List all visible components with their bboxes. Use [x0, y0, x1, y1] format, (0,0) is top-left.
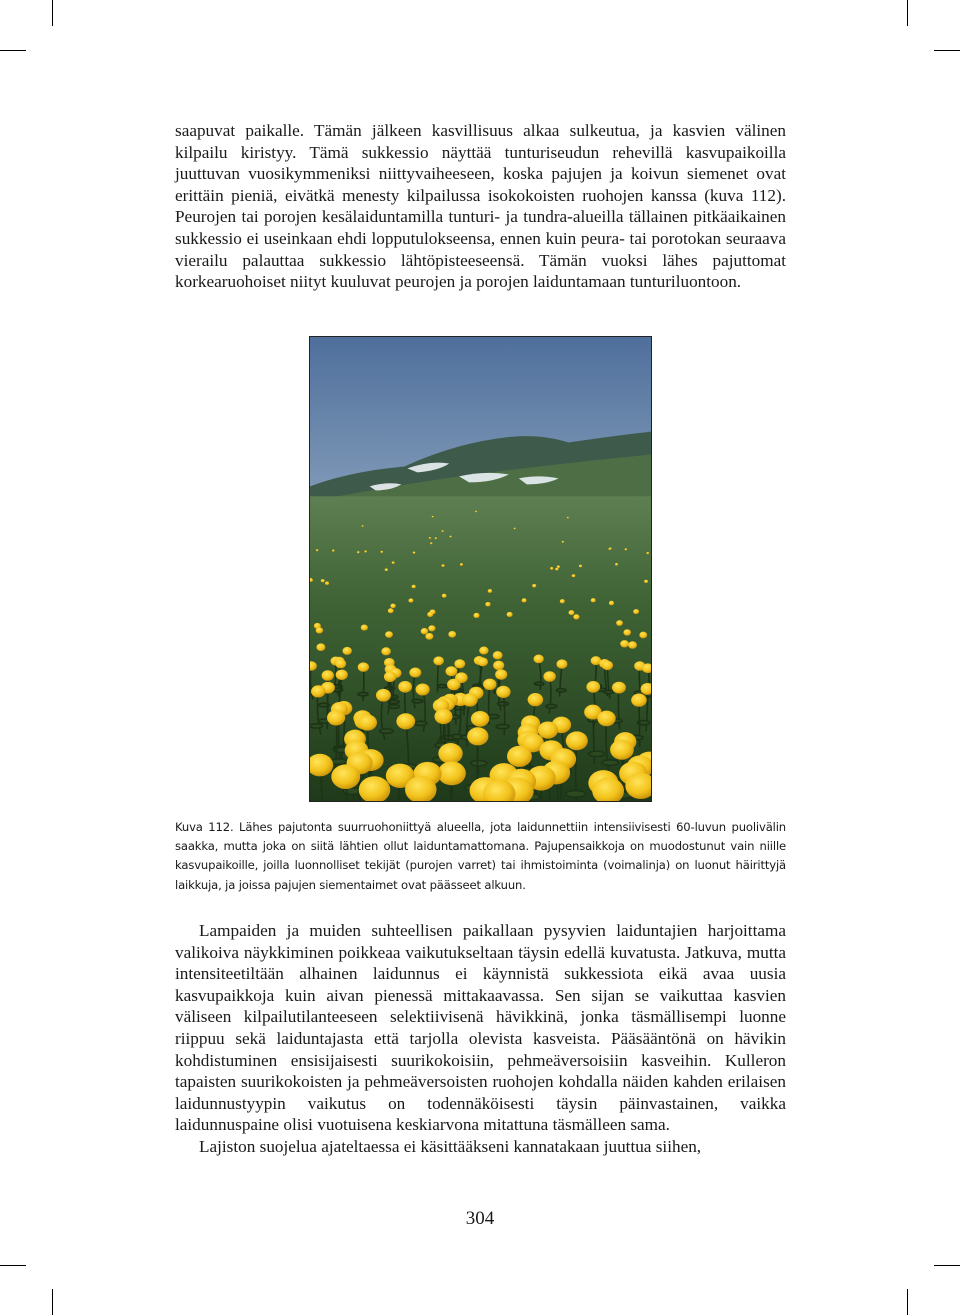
globeflower	[557, 659, 568, 668]
globeflower	[392, 561, 395, 564]
globeflower	[376, 689, 391, 702]
crop-mark	[52, 1289, 53, 1315]
crop-mark	[907, 1289, 908, 1315]
globeflower	[416, 683, 430, 695]
globeflower	[428, 625, 435, 631]
globeflower	[471, 711, 489, 727]
globeflower	[429, 537, 431, 539]
leaf	[535, 682, 544, 685]
leaf	[498, 702, 509, 706]
globeflower	[388, 608, 394, 613]
globeflower	[358, 662, 369, 672]
globeflower	[555, 568, 558, 571]
leaf	[602, 760, 619, 766]
globeflower	[438, 761, 466, 785]
globeflower	[477, 657, 488, 666]
globeflower	[385, 568, 388, 571]
globeflower	[612, 682, 626, 694]
globeflower	[567, 517, 569, 519]
paragraph: saapuvat paikalle. Tämän jälkeen kasvillisuus alkaa sulkeutua, ja kasvien välinen kilpailu kiristyy. Tämä sukkessio näyttää tunturiseudun rehevillä kasvupaikoilla juuttuvan vuosikymmeniksi niittyvaiheeseen, koska pajujen ja koivun siemenet ovat erittäin pieniä, eivätkä menesty kilpailussa isokokoisten ruohojen kanssa (kuva 112). Peurojen tai porojen kesälaiduntamilla tunturi- ja tundra-alueilla tällainen pitkäaikainen sukkessio ei useinkaan ehdi lopputulokseensa, ennen kuin peura- tai porotokan seuraava vierailu palauttaa sukkessio lähtöpisteeseensä. Tämän vuoksi lähes pajuttomat korkearuohoiset niityt kuuluvat peurojen ja porojen laiduntamaan tunturiluontoon.	[175, 121, 786, 292]
globeflower	[430, 542, 432, 544]
globeflower	[325, 582, 329, 585]
globeflower	[362, 525, 364, 527]
globeflower	[550, 567, 553, 570]
globeflower	[357, 551, 360, 553]
globeflower	[446, 666, 458, 676]
globeflower	[361, 625, 368, 631]
globeflower	[586, 681, 600, 693]
globeflower	[425, 633, 433, 640]
crop-mark	[52, 0, 53, 26]
globeflower	[507, 746, 532, 767]
globeflower	[460, 563, 463, 566]
leaf	[388, 705, 399, 709]
globeflower	[507, 612, 513, 617]
globeflower	[311, 685, 325, 697]
leaf	[412, 699, 423, 703]
globeflower	[628, 641, 637, 649]
globeflower	[602, 661, 613, 670]
globeflower	[620, 640, 629, 647]
globeflower	[493, 661, 504, 670]
globeflower	[514, 528, 516, 530]
crop-mark	[934, 1265, 960, 1266]
globeflower	[493, 651, 503, 659]
leaf	[496, 724, 509, 728]
globeflower	[381, 647, 390, 655]
globeflower	[557, 565, 560, 568]
globeflower	[331, 764, 360, 789]
globeflower	[560, 599, 565, 603]
globeflower	[447, 679, 460, 690]
globeflower	[473, 613, 479, 618]
globeflower	[335, 659, 346, 668]
globeflower	[322, 670, 334, 680]
globeflower	[316, 627, 323, 633]
globeflower	[488, 589, 492, 593]
globeflower	[610, 740, 634, 760]
leaf	[470, 760, 487, 766]
globeflower	[485, 602, 490, 607]
leaf	[546, 704, 557, 708]
globeflower	[434, 709, 452, 724]
globeflower	[579, 565, 582, 568]
globeflower	[479, 647, 488, 655]
paragraph: Lajiston suojelua ajateltaessa ei käsittääkseni kannatakaan juuttua siihen,	[199, 1136, 702, 1156]
globeflower	[528, 693, 544, 706]
crop-mark	[0, 1265, 26, 1266]
globeflower	[496, 686, 510, 698]
globeflower	[639, 632, 647, 639]
globeflower	[332, 550, 335, 552]
globeflower	[462, 693, 478, 706]
leaf	[310, 724, 323, 728]
globeflower	[442, 564, 445, 567]
leaf	[358, 693, 368, 696]
globeflower	[327, 710, 345, 726]
globeflower	[483, 679, 496, 690]
globeflower	[568, 610, 574, 615]
globeflower	[449, 536, 451, 538]
globeflower	[625, 548, 628, 550]
globeflower	[495, 669, 507, 679]
leaf	[414, 721, 427, 725]
globeflower	[385, 631, 393, 638]
globeflower	[454, 659, 465, 668]
globeflower	[435, 537, 437, 539]
globeflower	[616, 620, 623, 626]
crop-mark	[934, 50, 960, 51]
crop-mark	[907, 0, 908, 26]
globeflower	[442, 594, 447, 598]
meadow-photo	[309, 336, 652, 802]
leaf	[589, 751, 605, 756]
leaf	[556, 689, 566, 692]
globeflower	[398, 681, 412, 693]
globeflower	[591, 598, 596, 602]
globeflower	[364, 550, 367, 552]
globeflower	[572, 574, 576, 577]
globeflower	[321, 579, 325, 582]
globeflower	[631, 693, 647, 706]
body-text-top	[175, 120, 786, 293]
globeflower	[384, 671, 396, 682]
globeflower	[646, 552, 649, 554]
globeflower	[316, 549, 319, 551]
globeflower-meadow-image	[310, 337, 651, 801]
globeflower	[538, 721, 558, 738]
globeflower	[432, 516, 434, 518]
crop-mark	[0, 50, 26, 51]
leaf	[566, 791, 586, 798]
globeflower	[438, 743, 462, 764]
globeflower	[633, 609, 639, 614]
figure-caption: Kuva 112. Lähes pajutonta suurruohoniittyä alueella, jota laidunnettiin intensiivisesti 60-luvun puolivälin saakka, mutta joka on siitä lähtien ollut laiduntamattomana. Pajupensaikkoja on muodostunut vain niille kasvupaikoille, joilla luonnolliset tekijät (purojen varret) tai ihmistoiminta (voimalinja) on luonut häirittyjä laikkuja, ja joissa pajujen siementaimet ovat päässeet alkuun.	[175, 820, 786, 892]
globeflower	[597, 711, 615, 727]
globeflower	[573, 614, 579, 619]
globeflower	[409, 667, 421, 677]
globeflower	[336, 670, 348, 680]
globeflower	[413, 552, 416, 554]
globeflower	[358, 714, 377, 730]
leaf	[437, 685, 446, 688]
globeflower	[427, 612, 433, 617]
globeflower	[609, 601, 614, 605]
globeflower	[412, 585, 416, 589]
globeflower	[562, 541, 564, 543]
globeflower	[316, 643, 325, 651]
globeflower	[522, 598, 527, 602]
globeflower	[342, 647, 351, 655]
globeflower	[433, 656, 444, 665]
globeflower	[390, 604, 395, 609]
globeflower	[467, 727, 488, 745]
globeflower	[644, 580, 648, 583]
globeflower	[608, 548, 611, 550]
globeflower	[421, 628, 428, 634]
globeflower	[448, 631, 456, 638]
globeflower	[615, 563, 618, 566]
globeflower	[534, 655, 544, 664]
body-text-bottom	[175, 920, 786, 1158]
leaf	[604, 690, 614, 693]
globeflower	[475, 511, 477, 513]
paragraph: Lampaiden ja muiden suhteellisen paikallaan pysyvien laiduntajien harjoittama valikoiva näykkiminen poikkeaa vaikutukseltaan täysin edellä kuvatusta. Jatkuva, mutta intensiteetiltään alhainen laidunnus ei käynnistä sukkessiota eikä avaa uusia kasvupaikkoja kuin aivan pienessä mittakaavassa. Sen sijan se vaikuttaa kasvien väliseen kilpailutilanteeseen selektiivisenä hävikkinä, jonka täsmällisempi luonne riippuu sekä laiduntajasta että tarjolla olevista kasveista. Pääsääntönä on hävikin kohdistuminen ensisijaisesti suurikokoisiin, pehmeäversoisiin kasveihin. Kulleron tapaisten suurikokoisten ja pehmeäversoisten ruohojen kohdalla näiden kahden erilaisen laidunnustyypin vaikutus on todennäköisesti täysin päinvastainen, vaikka laidunnuspaine olisi vuotuisena keskiarvona mitattuna täsmälleen sama.	[175, 921, 786, 1135]
globeflower	[408, 598, 413, 602]
globeflower	[623, 629, 631, 635]
globeflower	[380, 551, 383, 553]
globeflower	[396, 713, 415, 729]
globeflower	[442, 530, 444, 532]
globeflower	[532, 584, 536, 587]
globeflower	[543, 671, 555, 682]
globeflower	[566, 731, 588, 750]
page-number: 304	[465, 1208, 495, 1229]
leaf	[380, 729, 393, 733]
